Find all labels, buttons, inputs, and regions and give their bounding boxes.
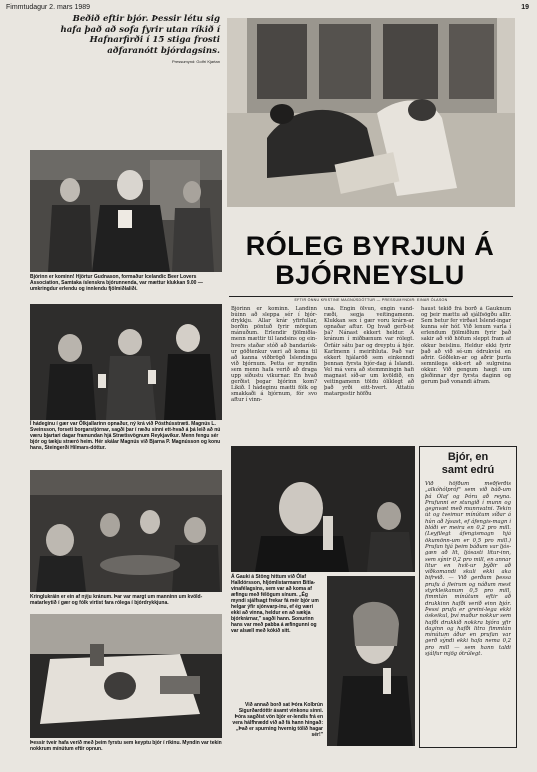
article-col-3: haust tekið frá borð á Gauknum og þeir mættu að sjálfsögðu allir. Sem betur fer virðast Íslend-ingar kunna sér hóf. Við lenum varla í erlendum fjölmiðlum fyrir það sakir að við höfum sleppt fram af okkur beislinu. Heldur ekki fyrir það að við sé-um ódrukvísi en aðrir. Góðlekn-ar og aðrir þurfa semnilega ekk-ert að sulgreina okkur. Við gengum hægt um gleðinnar dyr fyrsta daginn og gerum það vonandi áfram. — [421, 306, 511, 386]
article-col-2: una. Engin ölvun, engin vand-ræði, segja veitingamenn. Klukkan sex í gær voru krárn-ar opnaðar aftur. Og hvað gerð-ist þá? Nánast ekkert heldur. Á kránum í miðbænum var rólegt. Örfáir sátu þar og dreyptu á bjór. Karlmenn í meirihluta. Það var ekkert hjálaröð sem einkenndi þennan fyrsta bjór-dag á Íslandi. Vel má vera að stemmningin hafi magnast síð-ar um kvöldið, en veitingamenn töldu ólíklegt að það yrði eitt-hvert. Áttatíu matargestir höfðu — [324, 306, 414, 398]
headline-line2: BJÓRNEYSLU — [275, 260, 465, 290]
photo-thora — [327, 576, 415, 746]
page-number: 19 — [521, 4, 529, 11]
intro-block — [60, 14, 220, 64]
caption-car: Þessir tveir hafa verið með þeim fyrstu sem keyptu bjór í ríkinu. Myndin var tekin nokkrum mínútum eftir opnun. — [30, 740, 222, 752]
photo-beer-lovers — [30, 150, 222, 272]
headline-line1: RÓLEG BYRJUN Á — [245, 231, 495, 261]
intro-text: Beðið eftir bjór. Þessir létu sig hafa það að sofa fyrir utan ríkið í Hafnarfirði í 15 stiga frosti aðfaranótt bjórdagsins. — [60, 14, 220, 56]
caption-olkjallarinn: Í hádeginu í gær var Ölkjallarinn opnaður, ný krá við Pósthússtræti. Magnús L. Sveinsson, forseti borgarstjórnar, sagði þar í ræðu sinni ett-hvað á þá leið að nú væru bjartari dagar framundan hjá Strætisvögnum Reykjavíkur. Menn fengu sér bjór og tækju stræró heim. Hér skálar Magnús við Bjarna P. Magnússon og konu hans, Steingerði Hilmars-dóttur. — [30, 421, 221, 451]
photo-car — [30, 614, 222, 738]
caption-kringlukrain: Kringlukráin er ein af nýju kránum. Þar var margt um manninn um kvöld-matarleytið í gær og fólk virtist fara rólega í bjórdrykkjuna. — [30, 594, 203, 606]
photo-kringlukrain — [30, 470, 222, 592]
intro-credit: Pressumynd: Golfrí Kjartan — [171, 59, 220, 64]
photo-sleepers — [227, 18, 515, 207]
byline-rule — [229, 296, 513, 297]
caption-gauki-stong: Á Gauki á Stöng hittum við Ólaf Halldórsson, hljómlistarmann Bítla-vinafélagsins, sem var að koma af æfingu með félögum sínum. „Ég myndi sjálfsagt frekar fá mér bjór um helgar ýfir sjónvarp-inu, ef ég væri ekki að vinna, heldur en að sækja bjórkrárnar," sagði hann. Sonurinn hans var með pabba á æfingunni og var alsæll með kókið sitt. — [231, 574, 319, 634]
sidebar-title-2: samt edrú — [441, 464, 495, 476]
sidebar-box — [419, 446, 517, 748]
headline-block — [222, 232, 518, 290]
photo-gauki-stong — [231, 446, 415, 572]
sidebar-title-1: Bjór, en — [447, 451, 489, 463]
byline: EFTIR ÖNNU KRISTINE MAGNÚSDÓTTUR — PRESSUMYNDIR: EINAR ÓLASON — [294, 298, 448, 302]
caption-thora: Við annað borð sat Þóra Kolbrún Sigurðardóttir ásamt vinkonu sinni. Þóra sagðist vön bjór er-lendis frá en vera hálfhrædd við að fá hann hingað: „Það er spurning hvernig tölið hagar sér!" — [232, 702, 323, 738]
sidebar-text: Við höfðum meðferðis „alkóhólpróf" sem við báð-um þá Ólaf og Þóru að reyna. Prufunni er stungið í munn og gegnvæt með munnvatni. Tekin út og tveimur mínútum síðar á hún að lýsast, ef áfengis-magn í blóði er meira en 0,2 pro mill. (Leyfilegt áfengismagn hjá ökumönn-um er 0,5 pro mill.) Prufan hjá þeim báðum var ljós-gæn að lit, ljósasti litur-inn, sem sýnir 0,2 pro mill, en annar litur en hvít-ur þýðir að viðkomandi skuli ekki aka bifreið. — Við gerðum þessa prufu á fleirum og náðum mest styrkleikanum 0,5 pro mill, fimmtán mínútum eftir að drukkinn hafði verið einn bjór. Þessi prufa er greini-lega ekki óskeikul, því maður nokkur sem hafði drukkið nokkra bjóra yfir daginn og hafði litra fimmtán mínútum áður en prufan var gerð sýndi ekki hafa nema 0,2 pro mill — sem hann taldi sjálfur mjög ótrúlegt. — [425, 481, 511, 658]
caption-beer-lovers: Bjórinn er kominn! Hjörtur Gudnason, formaður Icelandic Beer Lovers Association, Samtaka íslenskra bjórunnenda, var mættur klukkan 9.00 — umkringdur erlendu og innlendu fjölmiðlaliði. — [30, 274, 203, 292]
photo-olkjallarinn — [30, 304, 222, 420]
article-col-1: Bjórinn er kominn. Landinn búinn að sleppa sér í bjór-drykkju. Allar krár yfirfullar, borðin pöntuð fyrir mörgum mánuðum. Erlendir fjölmiðla-menn mættir til landsins og ein-hvers staðar stóð að bandarísk-ur göðtenkur væri að koma til að kanna viðbrögð Íslendinga við bjórnum. Þetta er myndin sem menn hafa verið að draga upp síðustu vikurnar. En hvað gerðist þegar bjórinn kom? Líkið. Í hádeginu mætti fólk og smakkaði á bjórnum, fór svo aftur í vinn- — [231, 306, 317, 404]
page-date: Fimmtudagur 2. mars 1989 — [6, 4, 91, 11]
